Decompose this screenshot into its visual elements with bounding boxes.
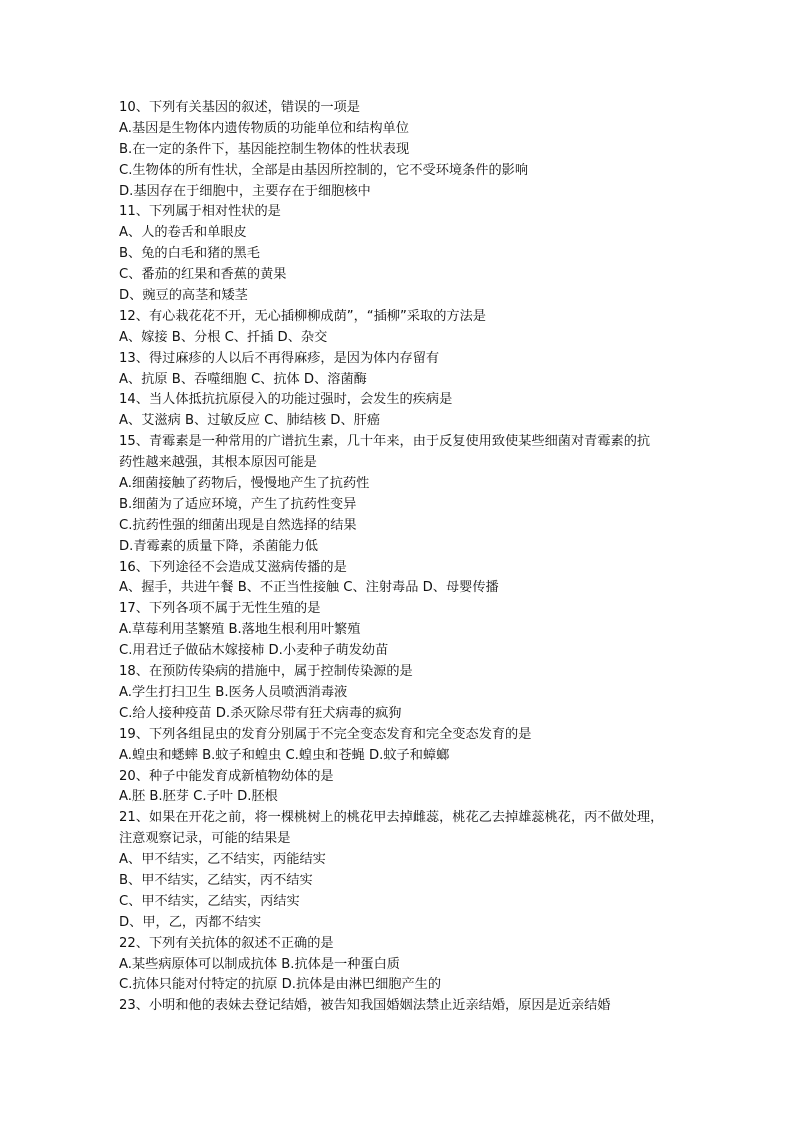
text-line: 10、下列有关基因的叙述，错误的一项是 [119, 100, 360, 115]
text-line: B.在一定的条件下，基因能控制生物体的性状表现 [119, 141, 410, 157]
text-line: A、人的卷舌和单眼皮 [119, 225, 247, 241]
text-line: 15、青霉素是一种常用的广谱抗生素，几十年来，由于反复使用致使某些细菌对青霉素的抗 [119, 434, 651, 450]
text-line: 17、下列各项不属于无性生殖的是 [119, 601, 321, 617]
text-line: C.抗体只能对付特定的抗原 D.抗体是由淋巴细胞产生的 [119, 977, 442, 993]
text-line: 药性越来越强，其根本原因可能是 [119, 455, 317, 471]
text-line: D.基因存在于细胞中，主要存在于细胞核中 [119, 183, 371, 199]
text-line: 11、下列属于相对性状的是 [119, 204, 281, 220]
text-line: 21、如果在开花之前，将一棵桃树上的桃花甲去掉雌蕊，桃花乙去掉雄蕊桃花，丙不做处理， [119, 810, 664, 826]
text-line: A.胚 B.胚芽 C.子叶 D.胚根 [119, 789, 278, 805]
text-line: 13、得过麻疹的人以后不再得麻疹，是因为体内存留有 [119, 350, 440, 366]
text-line: B、兔的白毛和猪的黑毛 [119, 246, 260, 262]
text-line: 18、在预防传染病的措施中，属于控制传染源的是 [119, 664, 413, 680]
text-line: A.细菌接触了药物后，慢慢地产生了抗药性 [119, 476, 370, 492]
text-line: A.基因是生物体内遗传物质的功能单位和结构单位 [119, 120, 409, 136]
text-line: 14、当人体抵抗抗原侵入的功能过强时，会发生的疾病是 [119, 392, 453, 408]
question-text-body [119, 98, 684, 1017]
text-line: A、嫁接 B、分根 C、扦插 D、杂交 [119, 329, 328, 345]
text-line: D、甲，乙，丙都不结实 [119, 914, 262, 930]
text-line: A.学生打扫卫生 B.医务人员喷洒消毒液 [119, 684, 348, 700]
text-line: D.青霉素的质量下降，杀菌能力低 [119, 538, 318, 554]
text-line: A.某些病原体可以制成抗体 B.抗体是一种蛋白质 [119, 956, 400, 972]
text-line: C.生物体的所有性状，全部是由基因所控制的，它不受环境条件的影响 [119, 162, 529, 178]
text-line: C、番茄的红果和香蕉的黄果 [119, 267, 287, 283]
text-line: C.抗药性强的细菌出现是自然选择的结果 [119, 517, 357, 533]
text-line: C.给人接种疫苗 D.杀灭除尽带有狂犬病毒的疯狗 [119, 705, 402, 721]
text-line: C、甲不结实，乙结实，丙结实 [119, 893, 300, 909]
text-line: 注意观察记录，可能的结果是 [119, 831, 291, 847]
text-line: 23、小明和他的表妹去登记结婚，被告知我国婚姻法禁止近亲结婚，原因是近亲结婚 [119, 998, 611, 1014]
text-line: A、艾滋病 B、过敏反应 C、肺结核 D、肝癌 [119, 413, 381, 429]
text-line: A、抗原 B、吞噬细胞 C、抗体 D、溶菌酶 [119, 371, 367, 387]
text-line: A.草莓利用茎繁殖 B.落地生根利用叶繁殖 [119, 622, 361, 638]
text-line: 16、下列途径不会造成艾滋病传播的是 [119, 559, 347, 575]
text-line: A、甲不结实，乙不结实，丙能结实 [119, 852, 326, 868]
text-line: B、甲不结实，乙结实，丙不结实 [119, 872, 313, 888]
text-line: 20、种子中能发育成新植物幼体的是 [119, 768, 334, 784]
text-line: 19、下列各组昆虫的发育分别属于不完全变态发育和完全变态发育的是 [119, 726, 532, 742]
text-line: 12、有心栽花花不开，无心插柳柳成荫”，“插柳”采取的方法是 [119, 308, 486, 324]
text-line: A、握手，共进午餐 B、不正当性接触 C、注射毒品 D、母婴传播 [119, 580, 499, 596]
text-line: 22、下列有关抗体的叙述不正确的是 [119, 935, 334, 951]
text-line: A.蝗虫和蟋蟀 B.蚊子和蝗虫 C.蝗虫和苍蝇 D.蚊子和蟑螂 [119, 747, 450, 763]
text-line: C.用君迁子做砧木嫁接柿 D.小麦种子萌发幼苗 [119, 643, 389, 659]
text-line: D、豌豆的高茎和矮茎 [119, 288, 248, 304]
text-line: B.细菌为了适应环境，产生了抗药性变异 [119, 496, 357, 512]
